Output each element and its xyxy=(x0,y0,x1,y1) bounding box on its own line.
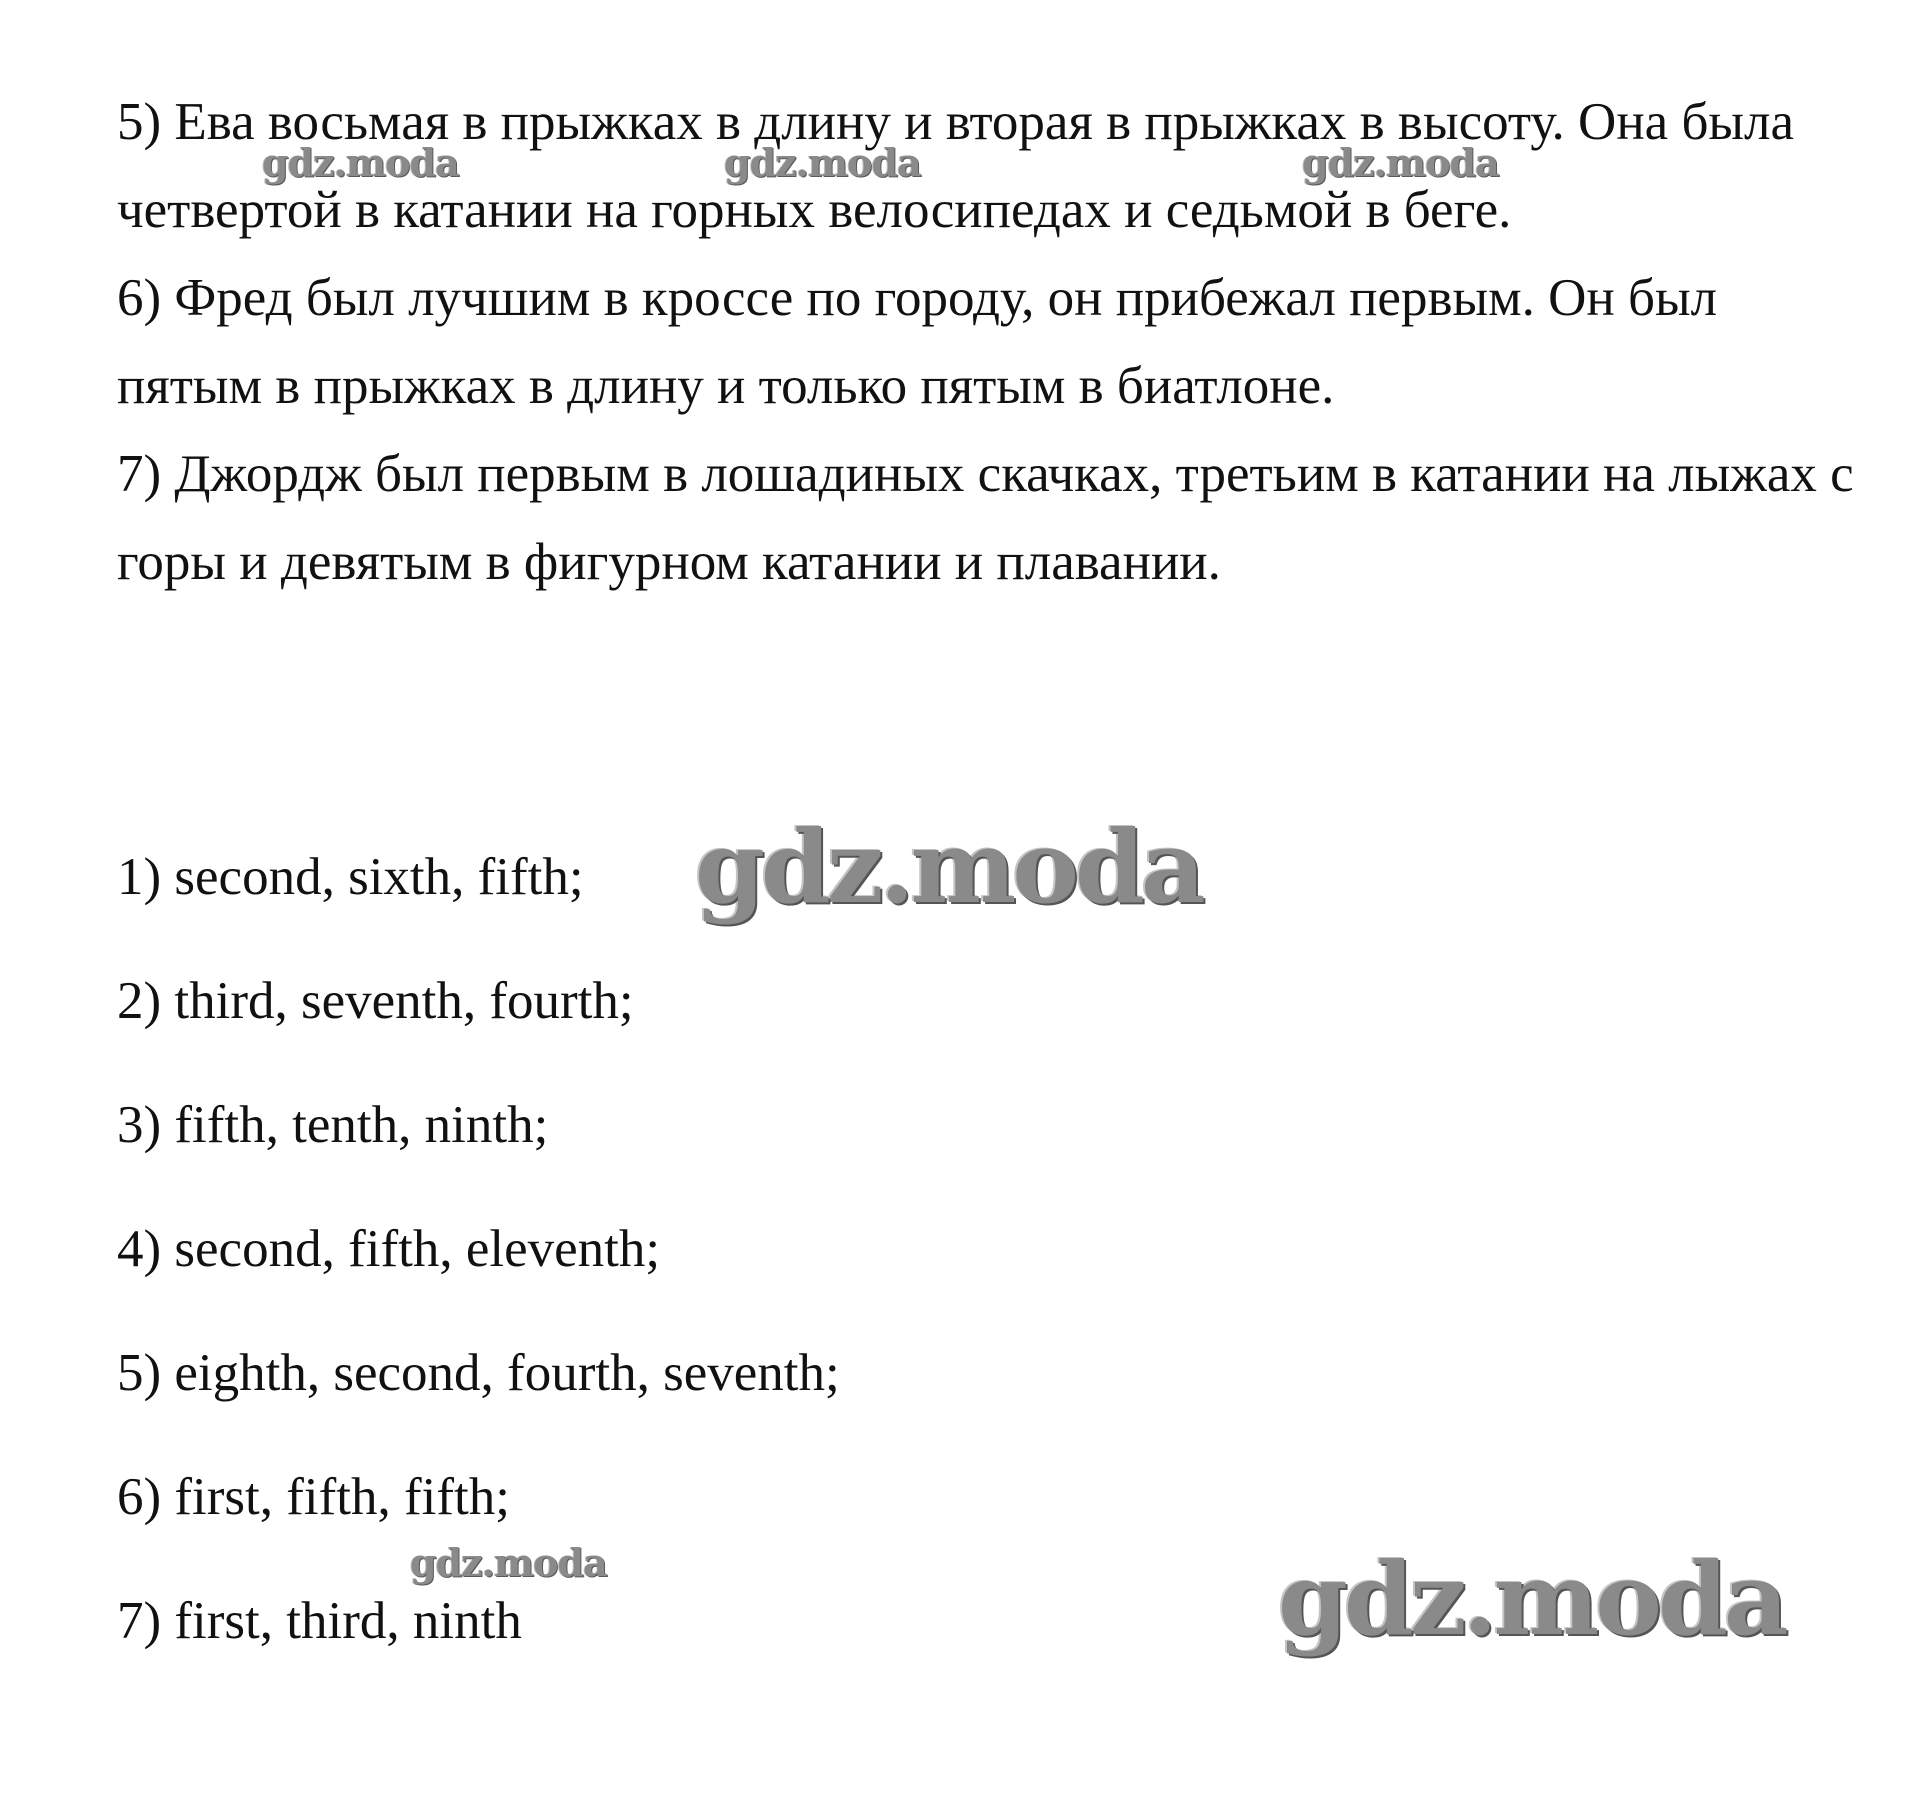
watermark-logo: gdz.moda xyxy=(410,1540,607,1585)
answer-item-7: 7) first, third, ninth xyxy=(117,1592,522,1650)
watermark-logo: gdz.moda xyxy=(724,140,921,185)
watermark-logo: gdz.moda xyxy=(1278,1540,1785,1658)
paragraph-eva: 5) Ева восьмая в прыжках в длину и вторая в прыжках в высоту. Она была четвертой в катании на горных велосипедах и седьмой в беге. xyxy=(117,93,1795,239)
answer-item-6: 6) first, fifth, fifth; xyxy=(117,1468,510,1526)
watermark-logo: gdz.moda xyxy=(262,140,459,185)
watermark-logo: gdz.moda xyxy=(1302,140,1499,185)
answers-list xyxy=(117,845,1317,1713)
paragraph-george: 7) Джордж был первым в лошадиных скачках, третьим в катании на лыжах с горы и девятым в фигурном катании и плавании. xyxy=(117,445,1854,591)
answer-item-5: 5) eighth, second, fourth, seventh; xyxy=(117,1344,840,1402)
answer-item-3: 3) fifth, tenth, ninth; xyxy=(117,1096,549,1154)
watermark-logo: gdz.moda xyxy=(695,808,1202,926)
paragraph-fred: 6) Фред был лучшим в кроссе по городу, он прибежал первым. Он был пятым в прыжках в длину и только пятым в биатлоне. xyxy=(117,269,1718,415)
answer-item-4: 4) second, fifth, eleventh; xyxy=(117,1220,661,1278)
answer-item-2: 2) third, seventh, fourth; xyxy=(117,972,634,1030)
answer-item-1: 1) second, sixth, fifth; xyxy=(117,848,584,906)
